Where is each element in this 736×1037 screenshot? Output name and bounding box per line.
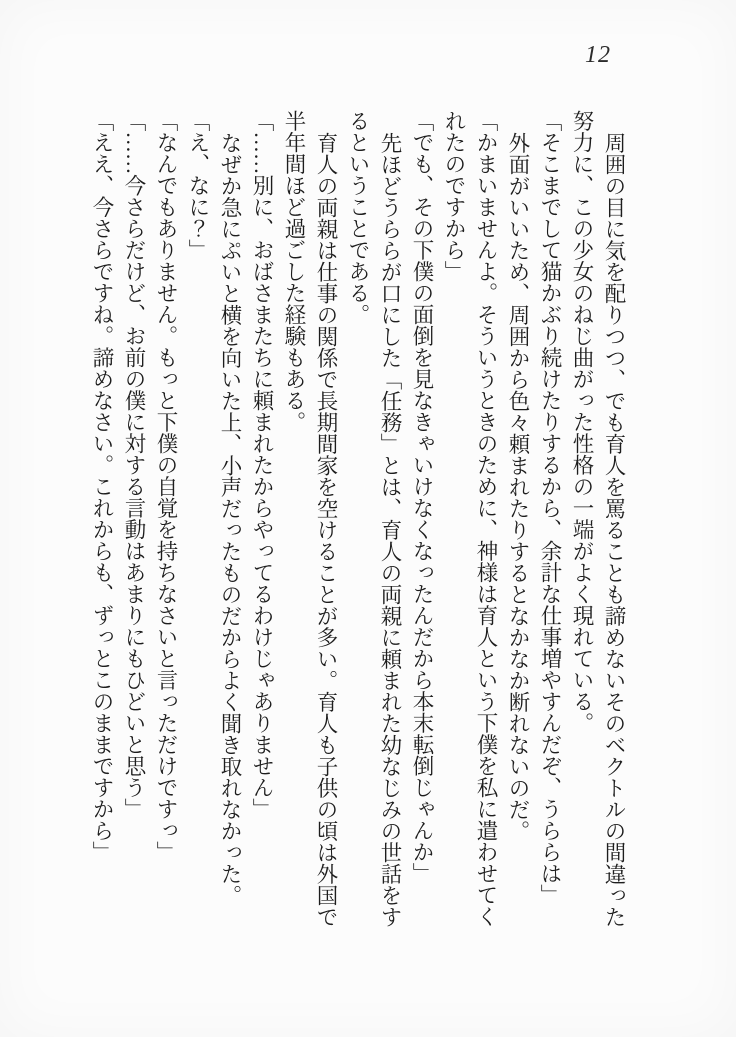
page-number: 12 — [585, 42, 611, 68]
paragraph: 「……別に、おばさまたちに頼まれたからやってるわけじゃありません」 — [250, 110, 274, 820]
paragraph: 「かまいませんよ。そういうときのために、神様は育人という下僕を私に遣わせてくれたのですから」 — [442, 110, 498, 927]
paragraph: 「でも、その下僕の面倒を見なきゃいけなくなったんだから本末転倒じゃんか」 — [410, 110, 434, 884]
paragraph: 「なんでもありません。もっと下僕の自覚を持ちなさいと言っただけですっ」 — [154, 110, 178, 863]
paragraph: 「そこまでして猫かぶり続けたりするから、余計な仕事増やすんだぞ、うららは」 — [538, 110, 562, 906]
paragraph: 周囲の目に気を配りつつ、でも育人を罵ることも諦めないそのベクトルの間違った努力に、この少女のねじ曲がった性格の一端がよく現れている。 — [570, 110, 626, 927]
paragraph: 「……今さらだけど、お前の僕に対する言動はあまりにもひどいと思う」 — [122, 110, 146, 820]
paragraph: 「ええ、今さらですね。諦めなさい。これからも、ずっとこのままですから」 — [90, 110, 114, 863]
paragraph: なぜか急にぷいと横を向いた上、小声だったものだからよく聞き取れなかった。 — [218, 131, 242, 906]
paragraph: 育人の両親は仕事の関係で長期間家を空けることが多い。育人も子供の頃は外国で半年間ほど過ごした経験もある。 — [282, 110, 338, 927]
paragraph: 「え、なに？」 — [186, 110, 210, 261]
paragraph: 先ほどうららが口にした「任務」とは、育人の両親に頼まれた幼なじみの世話をするということである。 — [346, 110, 402, 927]
body-text — [86, 110, 630, 930]
paragraph: 外面がいいため、周囲から色々頼まれたりするとなかなか断れないのだ。 — [506, 131, 530, 841]
